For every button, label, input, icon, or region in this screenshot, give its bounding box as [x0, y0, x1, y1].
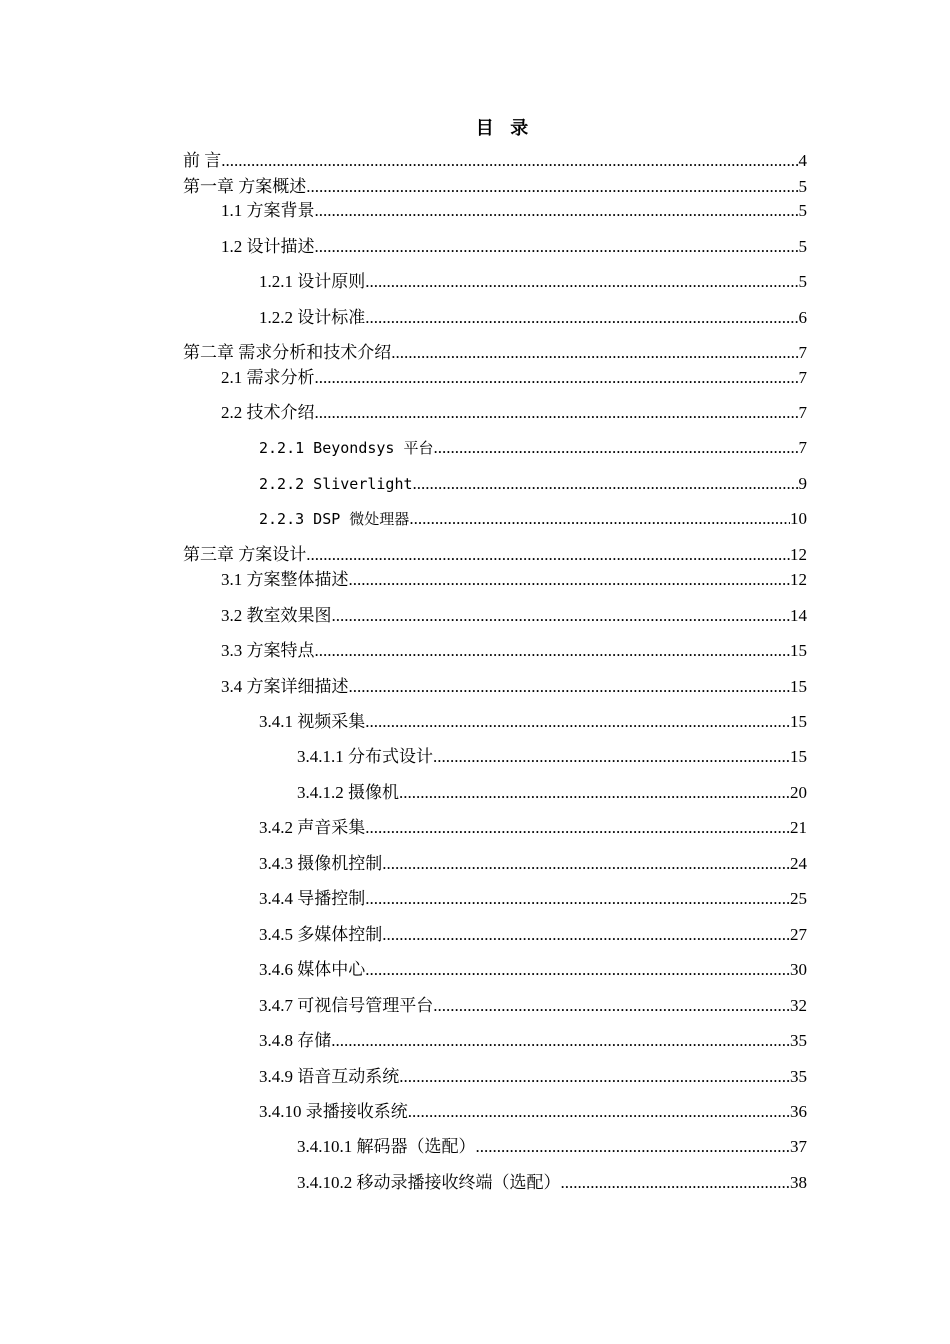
toc-entry[interactable]: [183, 605, 807, 627]
toc-entry-label: 第二章 需求分析和技术介绍: [183, 343, 392, 362]
dot-leader: [413, 473, 799, 495]
toc-entry-page-number: 5: [798, 201, 807, 220]
toc-entry-label: 1.1 方案背景: [221, 201, 315, 220]
dot-leader: [382, 924, 790, 946]
toc-entry-page-number: 7: [798, 438, 807, 457]
toc-entry-label: 3.4.10 录播接收系统: [259, 1102, 408, 1121]
toc-entry[interactable]: [183, 508, 807, 530]
dot-leader: [433, 995, 790, 1017]
toc-entry-page-number: 27: [790, 925, 807, 944]
toc-entry[interactable]: [183, 782, 807, 804]
toc-entry[interactable]: [183, 924, 807, 946]
dot-leader: [306, 544, 790, 566]
toc-entry-label: 1.2.2 设计标准: [259, 308, 366, 327]
toc-entry-label: 3.4.1 视频采集: [259, 712, 366, 731]
toc-entry[interactable]: [183, 1066, 807, 1088]
toc-entry[interactable]: [183, 176, 807, 198]
dot-leader: [365, 271, 798, 293]
dot-leader: [221, 150, 798, 172]
dot-leader: [434, 437, 799, 459]
toc-entry-page-number: 12: [790, 570, 807, 589]
toc-entry-page-number: 35: [790, 1067, 807, 1086]
toc-entry-page-number: 5: [798, 272, 807, 291]
toc-entry[interactable]: [183, 569, 807, 591]
toc-entry-label: 2.1 需求分析: [221, 368, 315, 387]
toc-entry-page-number: 32: [790, 996, 807, 1015]
toc-entry[interactable]: [183, 676, 807, 698]
toc-entry-label: 3.4.2 声音采集: [259, 818, 366, 837]
toc-entry[interactable]: [183, 853, 807, 875]
toc-entry-label: 2.2.2 Sliverlight: [259, 475, 413, 493]
dot-leader: [433, 746, 790, 768]
toc-entry[interactable]: [183, 544, 807, 566]
toc-entry[interactable]: [183, 746, 807, 768]
toc-entry[interactable]: [183, 1101, 807, 1123]
toc-entry-page-number: 7: [798, 368, 807, 387]
dot-leader: [365, 959, 790, 981]
toc-entry-page-number: 7: [798, 343, 807, 362]
toc-entry-page-number: 5: [798, 237, 807, 256]
toc-entry[interactable]: [183, 200, 807, 222]
toc-entry-label: 3.4.1.2 摄像机: [297, 783, 399, 802]
toc-entry-label: 1.2 设计描述: [221, 237, 315, 256]
toc-entry-page-number: 15: [790, 677, 807, 696]
toc-entry-label: 前 言: [183, 151, 222, 170]
dot-leader: [391, 342, 798, 364]
toc-entry-label: 3.4.10.1 解码器（选配）: [297, 1137, 476, 1156]
toc-entry-page-number: 20: [790, 783, 807, 802]
toc-entry[interactable]: [183, 236, 807, 258]
toc-entry-label: 第三章 方案设计: [183, 545, 307, 564]
toc-entry-label: 3.4.4 导播控制: [259, 889, 366, 908]
toc-entry-page-number: 30: [790, 960, 807, 979]
toc-entry-page-number: 10: [790, 509, 807, 528]
dot-leader: [408, 1101, 790, 1123]
dot-leader: [315, 402, 799, 424]
toc-entry-label: 2.2.3 DSP 微处理器: [259, 510, 410, 528]
toc-entry-page-number: 24: [790, 854, 807, 873]
dot-leader: [561, 1172, 791, 1194]
toc-entry[interactable]: [183, 367, 807, 389]
toc-entry[interactable]: [183, 307, 807, 329]
toc-entry[interactable]: [183, 473, 807, 495]
toc-entry-page-number: 12: [790, 545, 807, 564]
toc-entry-page-number: 21: [790, 818, 807, 837]
toc-entry-page-number: 38: [790, 1173, 807, 1192]
toc-entry-label: 2.2 技术介绍: [221, 403, 315, 422]
toc-entry[interactable]: [183, 888, 807, 910]
toc-entry-label: 第一章 方案概述: [183, 177, 307, 196]
toc-entry[interactable]: [183, 342, 807, 364]
toc-entry-label: 3.4.9 语音互动系统: [259, 1067, 400, 1086]
toc-entry-label: 3.4.10.2 移动录播接收终端（选配）: [297, 1173, 561, 1192]
dot-leader: [382, 853, 790, 875]
toc-entry-label: 3.4.3 摄像机控制: [259, 854, 383, 873]
toc-entry-label: 3.4.5 多媒体控制: [259, 925, 383, 944]
toc-entry-page-number: 4: [798, 151, 807, 170]
toc-entry[interactable]: [183, 150, 807, 172]
toc-entry-label: 2.2.1 Beyondsys 平台: [259, 439, 434, 457]
toc-entry-page-number: 25: [790, 889, 807, 908]
dot-leader: [409, 508, 790, 530]
toc-entry[interactable]: [183, 402, 807, 424]
dot-leader: [365, 711, 790, 733]
toc-title: 目 录: [475, 118, 535, 138]
toc-entry-label: 3.4.6 媒体中心: [259, 960, 366, 979]
dot-leader: [476, 1136, 791, 1158]
toc-entry-label: 3.4 方案详细描述: [221, 677, 349, 696]
toc-entry[interactable]: [183, 995, 807, 1017]
toc-entry-label: 3.4.7 可视信号管理平台: [259, 996, 434, 1015]
dot-leader: [365, 307, 798, 329]
toc-entry[interactable]: [183, 271, 807, 293]
toc-entry-label: 3.2 教室效果图: [221, 606, 332, 625]
toc-entry-label: 1.2.1 设计原则: [259, 272, 366, 291]
toc-entry-label: 3.1 方案整体描述: [221, 570, 349, 589]
toc-entry-page-number: 9: [798, 474, 807, 493]
dot-leader: [306, 176, 798, 198]
toc-entry-label: 3.4.8 存储: [259, 1031, 332, 1050]
toc-entry[interactable]: [183, 640, 807, 662]
toc-entry-page-number: 36: [790, 1102, 807, 1121]
dot-leader: [349, 569, 791, 591]
toc-entry[interactable]: [183, 437, 807, 459]
toc-entry-page-number: 35: [790, 1031, 807, 1050]
toc-entry-page-number: 15: [790, 641, 807, 660]
toc-entry[interactable]: [183, 711, 807, 733]
toc-entry[interactable]: [183, 1172, 807, 1194]
dot-leader: [315, 200, 799, 222]
dot-leader: [399, 1066, 790, 1088]
dot-leader: [315, 367, 799, 389]
toc-entry[interactable]: [183, 817, 807, 839]
toc-entry-page-number: 6: [798, 308, 807, 327]
toc-entry[interactable]: [183, 1136, 807, 1158]
toc-entry-page-number: 15: [790, 747, 807, 766]
toc-entry-page-number: 37: [790, 1137, 807, 1156]
toc-entry-page-number: 15: [790, 712, 807, 731]
toc-entry-page-number: 5: [798, 177, 807, 196]
dot-leader: [365, 817, 790, 839]
dot-leader: [365, 888, 790, 910]
dot-leader: [315, 640, 791, 662]
toc-entry-page-number: 14: [790, 606, 807, 625]
toc-entry[interactable]: [183, 959, 807, 981]
dot-leader: [315, 236, 799, 258]
dot-leader: [349, 676, 791, 698]
dot-leader: [331, 1030, 790, 1052]
dot-leader: [399, 782, 790, 804]
toc-entry-page-number: 7: [798, 403, 807, 422]
toc-entry-label: 3.4.1.1 分布式设计: [297, 747, 433, 766]
toc-entry[interactable]: [183, 1030, 807, 1052]
dot-leader: [332, 605, 791, 627]
toc-entry-label: 3.3 方案特点: [221, 641, 315, 660]
